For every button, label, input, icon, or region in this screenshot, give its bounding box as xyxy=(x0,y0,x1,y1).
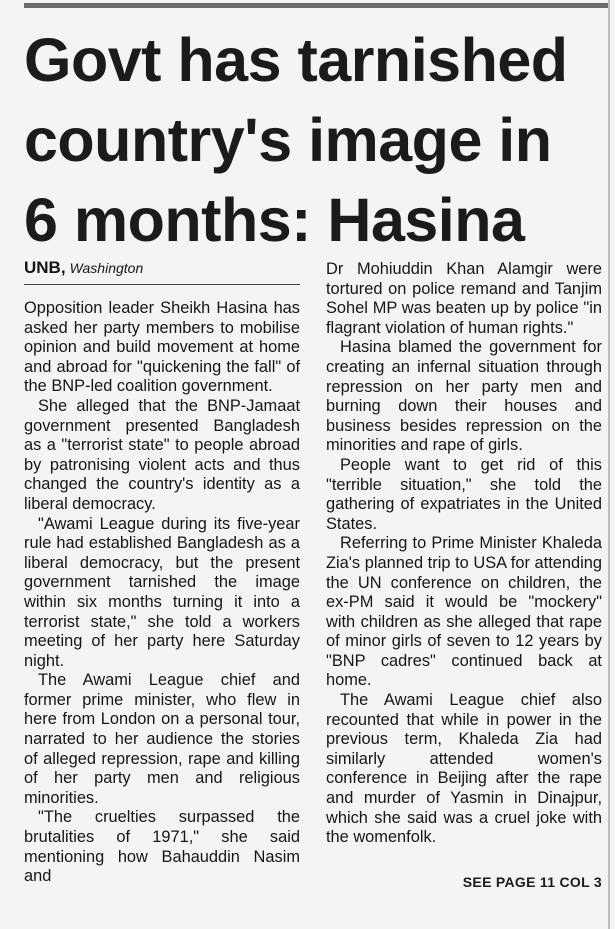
byline-location: Washington xyxy=(69,260,144,276)
headline xyxy=(24,20,610,260)
article-column-right xyxy=(326,260,602,848)
article-column-left xyxy=(24,299,300,887)
article-paragraph: Opposition leader Sheikh Hasina has asked her party members to mobilise opinion and build movement at home and abroad for "quickening the fall" of the BNP-led coalition government. xyxy=(24,299,300,396)
article-paragraph: "The cruelties surpassed the brutalities of 1971," she said mentioning how Bahauddin Nasim and xyxy=(24,808,300,886)
article-paragraph: The Awami League chief also recounted that while in power in the previous term, Khaleda Zia had similarly attended women's conference in Beijing after the rape and murder of Yasmin in Dinajpur, which she said was a cruel joke with the womenfolk. xyxy=(326,691,602,847)
article-paragraph: "Awami League during its five-year rule had established Bangladesh as a liberal democracy, but the present government tarnished the image within six months turning it into a terrorist state," she told a workers meeting of her party here Saturday night. xyxy=(24,514,300,670)
article-paragraph: Hasina blamed the government for creating an infernal situation through repression on her party men and burning down their houses and business besides repression on the minorities and rape of girls. xyxy=(326,338,602,455)
article-paragraph: She alleged that the BNP-Jamaat government presented Bangladesh as a "terrorist state" to people abroad by patronising violent acts and thus changed the country's identity as a liberal democracy. xyxy=(24,396,300,513)
byline xyxy=(24,258,300,285)
top-rule xyxy=(24,3,610,8)
article-paragraph: People want to get rid of this "terrible situation," she told the gathering of expatriates in the United States. xyxy=(326,455,602,533)
article-paragraph: Dr Mohiuddin Khan Alamgir were tortured on police remand and Tanjim Sohel MP was beaten up by police "in flagrant violation of human rights." xyxy=(326,260,602,337)
article-paragraph: The Awami League chief and former prime minister, who flew in here from London on a personal tour, narrated to her audience the stories of alleged repression, rape and killing of her party men and religious minorities. xyxy=(24,671,300,807)
jump-line: SEE PAGE 11 COL 3 xyxy=(462,874,602,890)
headline-line: Govt has tarnished xyxy=(24,26,568,94)
article-paragraph: Referring to Prime Minister Khaleda Zia's planned trip to USA for attending the UN conference on children, the ex-PM said it would be "mockery" with children as she alleged that rape of minor girls of seven to 12 years by "BNP cadres" continued back at home. xyxy=(326,534,602,690)
byline-agency: UNB, xyxy=(24,258,66,277)
headline-line: country's image in xyxy=(24,106,552,174)
headline-line: 6 months: Hasina xyxy=(24,186,525,254)
